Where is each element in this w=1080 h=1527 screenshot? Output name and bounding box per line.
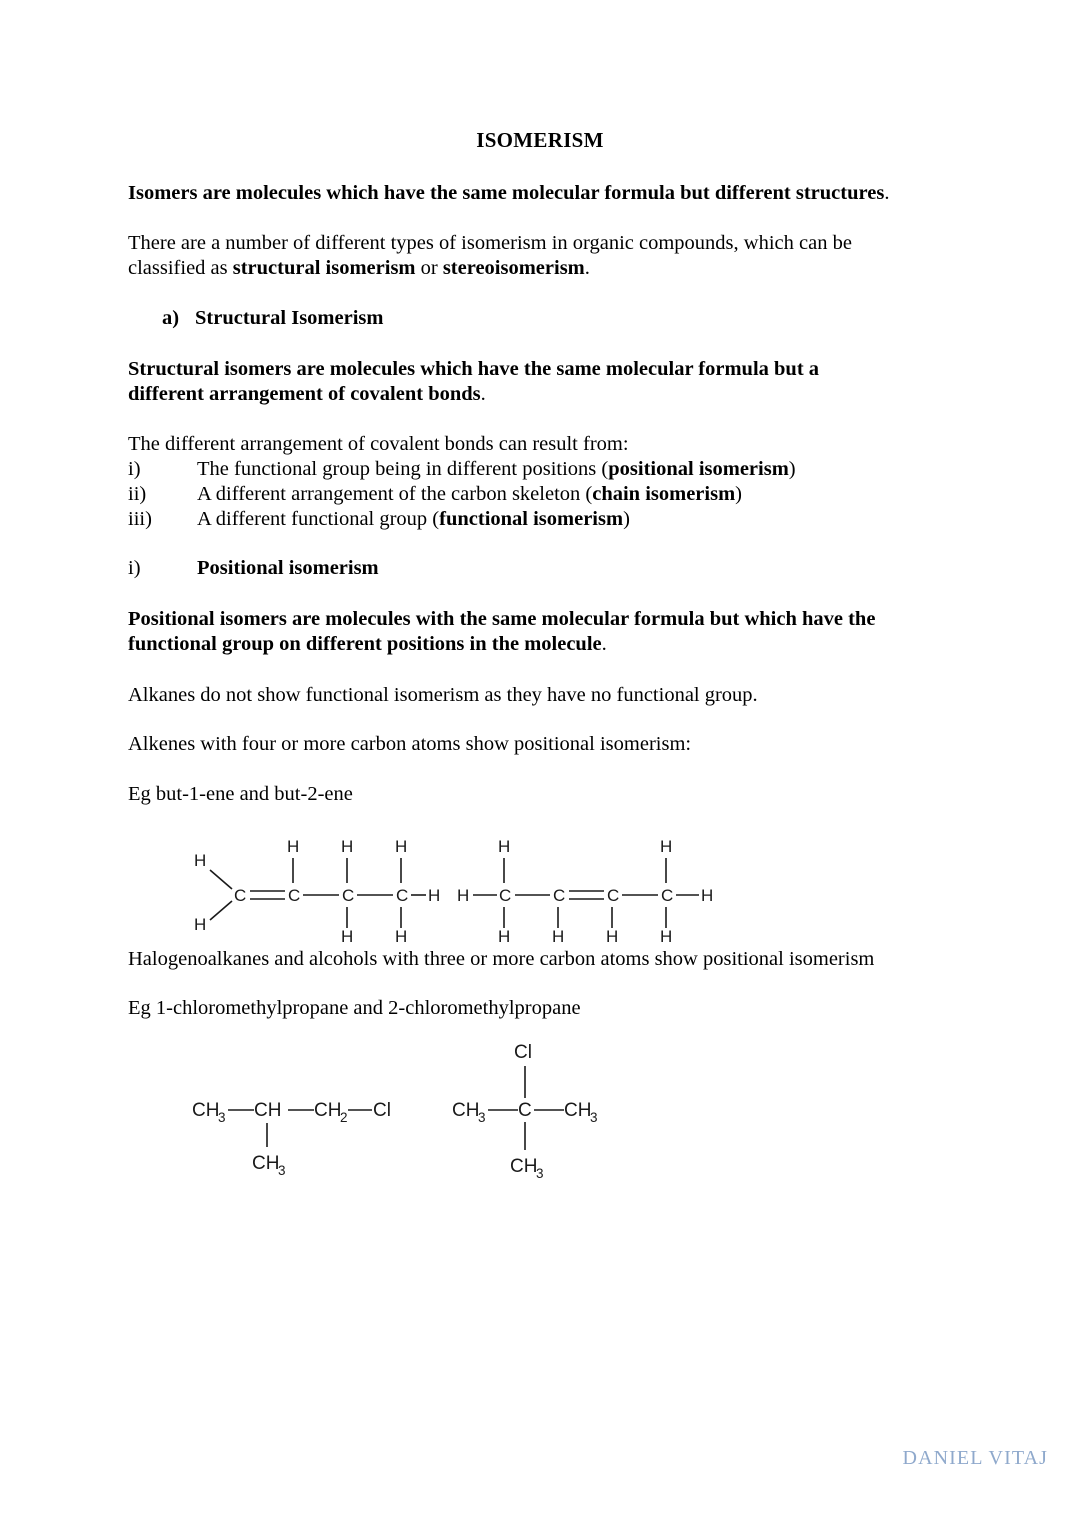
atom-label-c1: C	[234, 886, 247, 905]
definition-positional-isomers	[128, 607, 948, 657]
atom-label-h: H	[194, 915, 207, 934]
footer-author: DANIEL VITAJ	[902, 1447, 1048, 1469]
intro-bold-structural: structural isomerism	[232, 257, 416, 279]
list-marker-iii: iii)	[128, 508, 152, 530]
atom-label-c1: C	[499, 886, 512, 905]
atom-label-h: H	[498, 837, 511, 856]
list-item	[128, 482, 948, 507]
structure-1-chloromethylpropane	[188, 1085, 423, 1180]
group-label-ch2: CH	[314, 1100, 342, 1121]
atom-label-c4: C	[661, 886, 674, 905]
atom-label-h: H	[660, 927, 673, 946]
atom-label-h: H	[395, 837, 408, 856]
chloromethylpropane-2-svg	[452, 1040, 627, 1180]
page-title: ISOMERISM	[476, 128, 604, 152]
group-label-ch3: CH	[564, 1100, 592, 1121]
atom-label-h: H	[606, 927, 619, 946]
atom-label-c2: C	[288, 886, 301, 905]
bond-h-c1	[210, 870, 232, 889]
group-subscript-2: 2	[340, 1110, 348, 1125]
group-subscript-3: 3	[590, 1110, 598, 1125]
group-label-ch: CH	[254, 1100, 282, 1121]
intro-paragraph	[128, 231, 948, 281]
list-text-iii-pre: A different functional group (	[197, 508, 440, 530]
atom-label-h: H	[287, 837, 300, 856]
heading-positional-isomerism-label: Positional isomerism	[197, 557, 379, 579]
list-text-i-pre: The functional group being in different positions (	[197, 458, 609, 480]
halogenoalkanes-note: Halogenoalkanes and alcohols with three or more carbon atoms show positional isomerism	[128, 948, 875, 970]
list-text-ii-post: )	[735, 483, 742, 505]
atom-label-c3: C	[342, 886, 355, 905]
definition-structural-line-1: Structural isomers are molecules which have the same molecular formula but a	[128, 358, 820, 380]
chloromethylpropane-1-svg	[188, 1085, 423, 1180]
group-subscript-3: 3	[478, 1110, 486, 1125]
atom-label-h: H	[428, 886, 441, 905]
group-label-c: C	[518, 1100, 532, 1121]
group-subscript-3: 3	[218, 1110, 226, 1125]
atom-label-h: H	[498, 927, 511, 946]
definition-positional-line-1: Positional isomers are molecules with the same molecular formula but which have the	[128, 608, 876, 630]
atom-label-h: H	[660, 837, 673, 856]
group-label-ch3: CH	[252, 1153, 280, 1174]
heading-structural-isomerism-label: Structural Isomerism	[195, 307, 384, 329]
structure-but-1-ene	[190, 837, 441, 946]
group-subscript-3: 3	[536, 1166, 544, 1181]
atom-label-c2: C	[553, 886, 566, 905]
heading-marker-a: a)	[162, 307, 180, 329]
list-text-ii-pre: A different arrangement of the carbon skeleton (	[197, 483, 593, 505]
group-label-cl: Cl	[373, 1100, 391, 1121]
atom-label-h: H	[701, 886, 714, 905]
definition-isomers-text: Isomers are molecules which have the same molecular formula but different structures	[128, 182, 885, 204]
intro-line-1: There are a number of different types of isomerism in organic compounds, which can be	[128, 232, 852, 254]
definition-positional-line-2: functional group on different positions in the molecule	[128, 633, 602, 655]
group-label-cl: Cl	[514, 1042, 532, 1063]
group-label-ch3: CH	[510, 1156, 538, 1177]
list-text-i-bold: positional isomerism	[608, 458, 789, 480]
atom-label-h: H	[457, 886, 470, 905]
structure-2-chloromethylpropane	[452, 1040, 627, 1180]
list-marker-i: i)	[128, 458, 141, 480]
list-text-ii-bold: chain isomerism	[592, 483, 736, 505]
list-marker-ii: ii)	[128, 483, 147, 505]
list-text-iii-post: )	[623, 508, 630, 530]
atom-label-h: H	[341, 837, 354, 856]
heading-structural-isomerism	[162, 307, 383, 330]
group-subscript-3: 3	[278, 1163, 286, 1178]
but-2-ene-svg	[455, 837, 714, 946]
structure-but-2-ene	[455, 837, 714, 946]
definition-structural-line-2: different arrangement of covalent bonds	[128, 383, 481, 405]
atom-label-h: H	[395, 927, 408, 946]
group-label-ch3: CH	[192, 1100, 220, 1121]
but-1-ene-svg	[190, 837, 441, 946]
result-from-lead: The different arrangement of covalent bonds can result from:	[128, 433, 629, 455]
definition-isomers	[128, 181, 948, 206]
heading-positional-isomerism	[128, 557, 379, 580]
list-item	[128, 507, 948, 532]
intro-bold-stereo: stereoisomerism	[442, 257, 585, 279]
definition-structural-period: .	[480, 383, 486, 405]
alkanes-note: Alkanes do not show functional isomerism as they have no functional group.	[128, 684, 758, 706]
heading-marker-i: i)	[128, 557, 141, 579]
list-item	[128, 457, 948, 482]
intro-line-2-mid: or	[415, 257, 443, 279]
chloro-example-caption: Eg 1-chloromethylpropane and 2-chloromethylpropane	[128, 997, 581, 1019]
atom-label-c4: C	[396, 886, 409, 905]
atom-label-h: H	[341, 927, 354, 946]
alkenes-note: Alkenes with four or more carbon atoms show positional isomerism:	[128, 733, 692, 755]
atom-label-c3: C	[607, 886, 620, 905]
definition-isomers-period: .	[884, 182, 890, 204]
intro-line-2-pre: classified as	[128, 257, 233, 279]
atom-label-h: H	[194, 851, 207, 870]
definition-structural-isomers	[128, 357, 948, 407]
group-label-ch3: CH	[452, 1100, 480, 1121]
atom-label-h: H	[552, 927, 565, 946]
intro-line-2-tail: .	[584, 257, 590, 279]
definition-positional-period: .	[601, 633, 607, 655]
list-text-i-post: )	[788, 458, 796, 480]
alkene-example-caption: Eg but-1-ene and but-2-ene	[128, 783, 353, 805]
bond-h-c1	[210, 901, 232, 920]
list-text-iii-bold: functional isomerism	[439, 508, 624, 530]
